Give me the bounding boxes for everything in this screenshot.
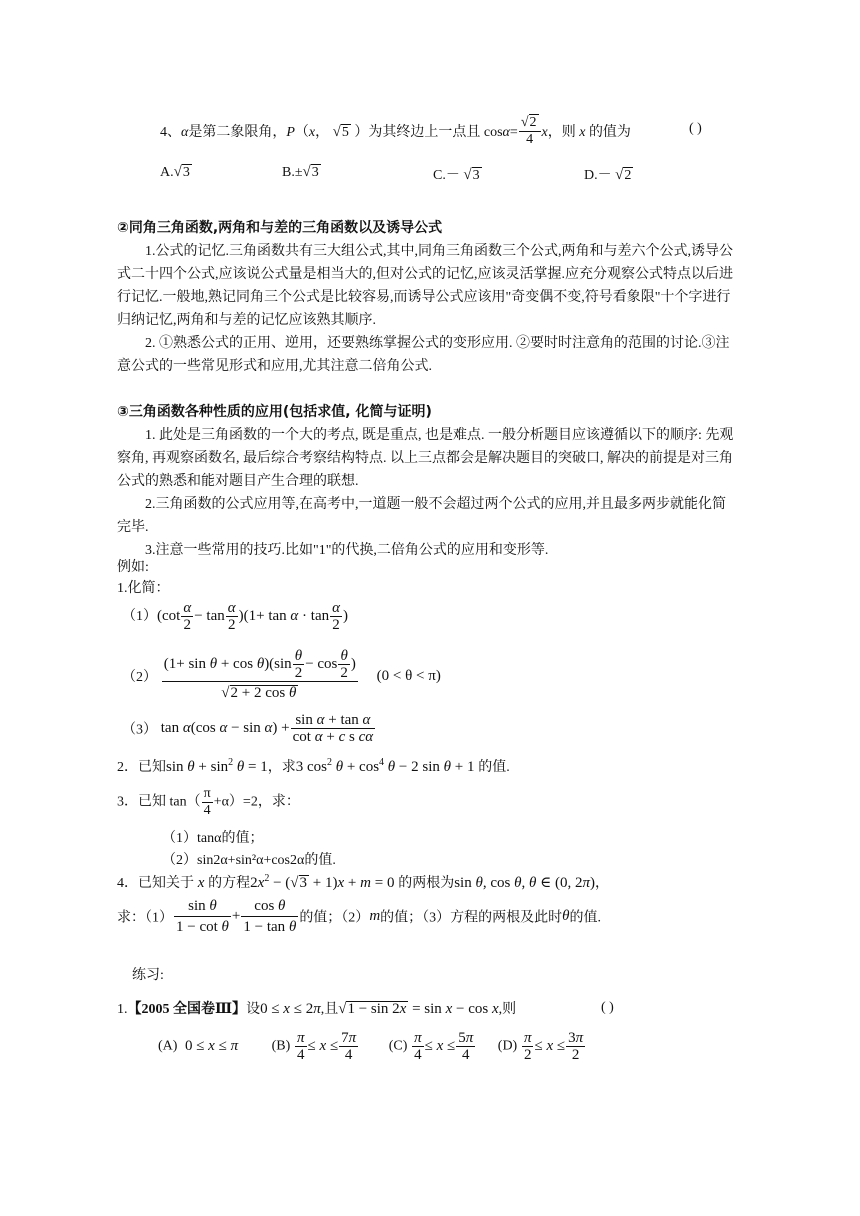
example-3-part-2: （2）sin2α+sin²α+cos2α的值. bbox=[162, 853, 336, 868]
example-1-part-1: （1）(cot $\frac{\alpha}{2}$ − tan $\frac{\alpha}{2}$ )(1+ tan α · tan $\frac{\alpha}{2}$ ) bbox=[122, 600, 348, 633]
q4-number: 4、 bbox=[160, 125, 181, 141]
source-tag: 【2005 全国卷Ⅲ】 bbox=[127, 1002, 247, 1017]
example-2: 2．已知$\sin \theta + \sin^2 \theta = 1$，求3 $\cos^2 \theta + \cos^4 \theta - 2$ sin θ + 1 的值. bbox=[117, 757, 510, 775]
option-a: A.√3 bbox=[160, 164, 190, 180]
section-3-paragraph-3: 3.注意一些常用的技巧.比如"1"的代换,二倍角公式的应用和变形等. bbox=[145, 543, 549, 558]
example-1-label: 1.化简： bbox=[117, 581, 170, 596]
answer-paren: ( ) bbox=[689, 121, 702, 136]
option-d: D.－ √2 bbox=[584, 167, 632, 183]
option-b-label: (B) bbox=[271, 1038, 291, 1054]
example-1-part-2: （2） (1+ sin θ + cos θ)(sin $\frac{\theta}{2}$ − cos $\frac{\theta}{2}$ ) √2 + 2 cos θ (0 < θ < π) bbox=[122, 648, 441, 704]
section-3-paragraph-1: 1. 此处是三角函数的一个大的考点, 既是重点, 也是难点. 一般分析题目应该遵循以下的顺序: 先观察角, 再观察函数名, 最后综合考察结构特点. 以上三点都会是解决题目的突破口, 解决的前提是对三角公式的熟悉和能对题目产生合理的联想. bbox=[117, 428, 734, 489]
example-3: 3．已知 tan（ $\frac{\pi}{4}$ +α）=2，求： bbox=[117, 786, 300, 818]
examples-intro: 例如: bbox=[117, 560, 149, 575]
option-c-label: (C) bbox=[388, 1038, 408, 1054]
example-3-part-1: （1）tanα的值； bbox=[162, 831, 264, 846]
option-a-label: (A) bbox=[158, 1038, 178, 1054]
section-2-paragraph-2: 2. ①熟悉公式的正用、逆用，还要熟练掌握公式的变形应用. ②要时时注意角的范围的讨论.③注意公式的一些常见形式和应用,尤其注意二倍角公式. bbox=[117, 336, 730, 374]
question-4-stem: 4、α是第二象限角，P（x， √5 ）为其终边上一点且 cosα= $\frac{√2}{4}$ x，则 x 的值为 bbox=[160, 115, 631, 147]
option-b: B.±√3 bbox=[282, 164, 319, 180]
practice-label: 练习: bbox=[132, 968, 164, 983]
example-1-part-3: （3） tan α(cos α − sin α) + $\frac{\text{sin α + tan α}}{\text{cot α + c s cα}}$ bbox=[122, 712, 374, 745]
section-3-heading: ③三角函数各种性质的应用(包括求值, 化简与证明) bbox=[117, 404, 432, 420]
section-3-paragraph-2: 2.三角函数的公式应用等,在高考中,一道题一般不会超过两个公式的应用,并且最多两步就能化简完毕. bbox=[117, 497, 726, 535]
example-4-questions: 求：（1） $\frac{\text{sin θ}}{\text{1 − cot θ}}$ + $\frac{\text{cos θ}}{\text{1 − tan θ}}$ 的值；（2）m的值；（3）方程的两根及此时θ的值. bbox=[117, 898, 602, 935]
option-d-label: (D) bbox=[497, 1038, 518, 1054]
practice-options: (A) 0 ≤ x ≤ π (B) $\frac{\pi}{4}$ ≤ x ≤ $\frac{7\pi}{4}$ (C) $\frac{\pi}{4}$ ≤ x ≤ $\frac{5\pi}{4}$ (D) $\frac{\pi}{2}$ ≤ x ≤ $\frac{3\pi}{2}$ bbox=[158, 1030, 584, 1063]
option-c: C.－ √3 bbox=[433, 167, 480, 183]
practice-question-1: 1.【2005 全国卷Ⅲ】设0 ≤ x ≤ 2π,且√1 − sin 2x = sin x − cos x,则 bbox=[117, 1001, 517, 1017]
example-4: 4．已知关于 x 的方程$2x^2 - (√3 + 1)x + m = 0$ 的两根为sin θ, cos θ, θ ∈ (0, 2π)， bbox=[117, 873, 609, 891]
practice-answer-paren: ( ) bbox=[601, 1000, 614, 1015]
section-2-paragraph-1: 1.公式的记忆.三角函数共有三大组公式,其中,同角三角函数三个公式,两角和与差六个公式,诱导公式二十四个公式,应该说公式量是相当大的,但对公式的记忆,应该灵活掌握.应充分观察公式特点以后进行记忆.一般地,熟记同角三个公式是比较容易,而诱导公式应该用"奇变偶不变,符号看象限"十个字进行归纳记忆,两角和与差的记忆应该熟其顺序. bbox=[117, 244, 733, 328]
section-2-heading: ②同角三角函数,两角和与差的三角函数以及诱导公式 bbox=[117, 220, 443, 236]
